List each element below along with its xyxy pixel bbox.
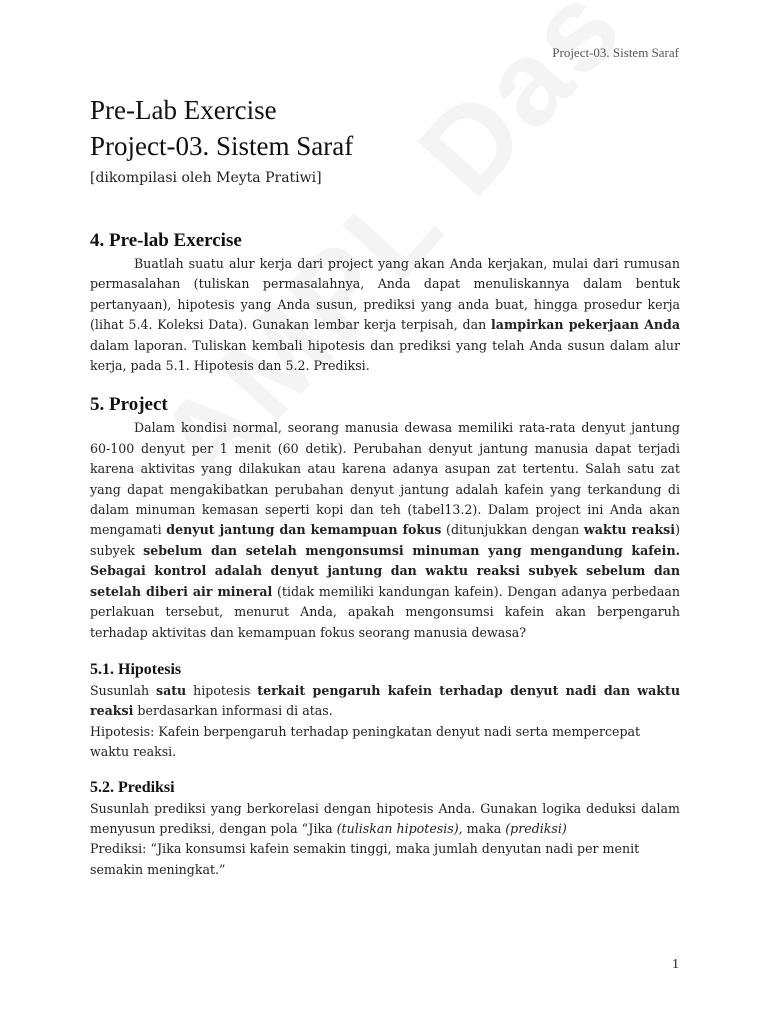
page-number: 1 (672, 957, 679, 972)
bold-run: lampirkan pekerjaan Anda (491, 317, 680, 333)
bold-run: denyut jantung dan kemampuan fokus (166, 522, 442, 538)
text-run: dalam laporan. Tuliskan kembali hipotesis dan prediksi yang telah Anda susun dalam alur kerja, pada 5.1. Hipotesis dan 5.2. Prediksi. (90, 337, 680, 374)
section-5-paragraph (90, 418, 680, 642)
page-title: Pre-Lab Exercise (90, 95, 277, 125)
italic-run: (tuliskan hipotesis), (336, 820, 463, 836)
section-5-1-instruction (90, 681, 680, 722)
text-run: Susunlah prediksi yang berkorelasi dengan hipotesis Anda. Gunakan logika deduksi dalam menyusun prediksi, dengan pola “Jika (90, 800, 680, 836)
text-run: ) subyek (90, 522, 680, 558)
section-5-1-heading: 5.1. Hipotesis (90, 660, 182, 678)
prediction-answer: Prediksi: “Jika konsumsi kafein semakin tinggi, maka jumlah denyutan nadi per menit semakin meningkat.” (90, 841, 640, 877)
compiler-credit: [dikompilasi oleh Meyta Pratiwi] (90, 170, 322, 186)
main-content (90, 228, 680, 880)
bold-run: waktu reaksi (583, 522, 676, 538)
bold-run: terkait pengaruh kafein terhadap denyut nadi dan waktu reaksi (90, 682, 680, 719)
text-run: Dalam kondisi normal, seorang manusia dewasa memiliki rata-rata denyut jantung 60-100 denyut per 1 menit (60 detik). Perubahan denyut jantung manusia dapat terjadi karena aktivitas yang dilakukan atau karena adanya asupan zat tertentu. Salah satu zat yang dapat mengakibatkan perubahan denyut jantung adalah kafein yang terkandung di dalam minuman kemasan seperti kopi dan teh (tabel13.2). Dalam project ini Anda akan mengamati (90, 420, 680, 538)
section-4-heading: 4. Pre-lab Exercise (90, 230, 242, 251)
section-5-2-heading: 5.2. Prediksi (90, 778, 175, 796)
bold-run: sebelum dan setelah mengonsumsi minuman yang mengandung kafein. Sebagai kontrol adalah denyut jantung dan waktu reaksi subyek sebelum dan setelah diberi air mineral (90, 542, 680, 599)
italic-run: (prediksi) (505, 820, 567, 836)
project-title: Project-03. Sistem Saraf (90, 131, 354, 161)
bold-run: satu (155, 682, 187, 698)
section-5-heading: 5. Project (90, 394, 168, 416)
text-run: berdasarkan informasi di atas. (133, 703, 333, 719)
section-4-paragraph (90, 254, 680, 376)
text-run: (ditunjukkan dengan (441, 522, 584, 538)
text-run: maka (462, 820, 506, 836)
section-5-2-instruction (90, 799, 680, 840)
hypothesis-answer: Hipotesis: Kafein berpengaruh terhadap peningkatan denyut nadi serta mempercepat waktu reaksi. (90, 723, 641, 760)
running-header: Project-03. Sistem Saraf (552, 45, 679, 60)
text-run: (tidak memiliki kandungan kafein). Dengan adanya perbedaan perlakuan tersebut, menurut Anda, apakah mengonsumsi kafein akan berpengaruh terhadap aktivitas dan kemampuan fokus seorang manusia dewasa? (90, 583, 680, 640)
text-run: Buatlah suatu alur kerja dari project yang akan Anda kerjakan, mulai dari rumusan permasalahan (tuliskan permasalahnya, Anda dapat menuliskannya dalam bentuk pertanyaan), hipotesis yang Anda susun, prediksi yang anda buat, hingga prosedur kerja (lihat 5.4. Koleksi Data). Gunakan lembar kerja terpisah, dan (90, 256, 680, 333)
text-run: Susunlah (90, 682, 156, 698)
title-block (90, 92, 690, 186)
text-run: hipotesis (186, 682, 258, 698)
